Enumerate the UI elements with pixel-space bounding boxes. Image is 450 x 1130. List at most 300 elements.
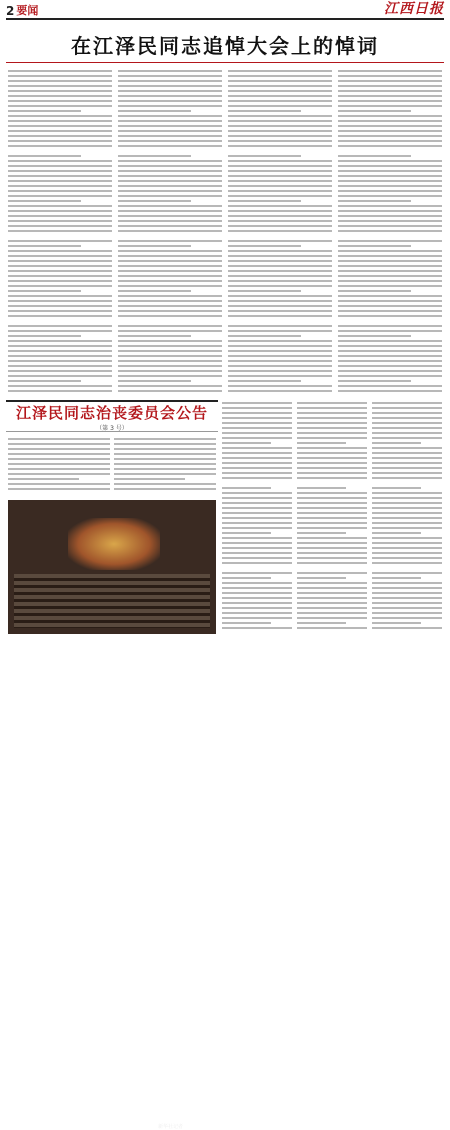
text-line-placeholder: [8, 478, 79, 480]
text-line-placeholder: [222, 607, 292, 609]
text-line-placeholder: [372, 507, 442, 509]
text-line-placeholder: [338, 85, 442, 87]
text-line-placeholder: [338, 170, 442, 172]
text-line-placeholder: [338, 375, 442, 377]
text-line-placeholder: [372, 482, 442, 484]
text-line-placeholder: [372, 522, 442, 524]
text-line-placeholder: [372, 487, 421, 489]
text-line-placeholder: [222, 422, 292, 424]
text-line-placeholder: [8, 270, 112, 272]
text-line-placeholder: [8, 205, 112, 207]
text-line-placeholder: [228, 325, 332, 327]
text-line-placeholder: [8, 200, 81, 202]
text-line-placeholder: [297, 402, 367, 404]
text-line-placeholder: [222, 502, 292, 504]
text-column: [114, 436, 216, 494]
text-line-placeholder: [8, 473, 110, 475]
main-headline: [6, 27, 444, 63]
text-line-placeholder: [297, 567, 367, 569]
text-line-placeholder: [222, 602, 292, 604]
text-line-placeholder: [372, 462, 442, 464]
text-line-placeholder: [228, 340, 332, 342]
text-line-placeholder: [372, 477, 442, 479]
text-line-placeholder: [8, 330, 112, 332]
text-line-placeholder: [222, 577, 271, 579]
text-line-placeholder: [8, 120, 112, 122]
text-line-placeholder: [228, 215, 332, 217]
text-line-placeholder: [222, 437, 292, 439]
text-line-placeholder: [372, 457, 442, 459]
text-column: [222, 400, 292, 634]
text-line-placeholder: [228, 145, 332, 147]
text-line-placeholder: [338, 225, 442, 227]
text-line-placeholder: [372, 612, 442, 614]
text-line-placeholder: [228, 135, 332, 137]
text-line-placeholder: [338, 305, 442, 307]
text-line-placeholder: [338, 340, 442, 342]
text-line-placeholder: [338, 95, 442, 97]
text-line-placeholder: [118, 105, 222, 107]
text-line-placeholder: [228, 140, 332, 142]
text-line-placeholder: [228, 275, 332, 277]
text-line-placeholder: [228, 360, 332, 362]
text-line-placeholder: [372, 492, 442, 494]
text-line-placeholder: [118, 80, 222, 82]
text-line-placeholder: [297, 437, 367, 439]
text-column: [118, 68, 222, 396]
text-line-placeholder: [372, 622, 421, 624]
text-line-placeholder: [8, 370, 112, 372]
text-line-placeholder: [297, 472, 367, 474]
text-line-placeholder: [222, 402, 292, 404]
text-line-placeholder: [297, 577, 346, 579]
text-line-placeholder: [338, 310, 442, 312]
text-line-placeholder: [228, 220, 332, 222]
text-line-placeholder: [372, 472, 442, 474]
text-line-placeholder: [118, 345, 222, 347]
text-line-placeholder: [8, 225, 112, 227]
text-line-placeholder: [228, 80, 332, 82]
text-line-placeholder: [8, 185, 112, 187]
text-line-placeholder: [222, 482, 292, 484]
text-line-placeholder: [8, 110, 81, 112]
text-line-placeholder: [228, 85, 332, 87]
text-line-placeholder: [372, 527, 442, 529]
text-line-placeholder: [372, 567, 442, 569]
text-line-placeholder: [297, 622, 346, 624]
text-line-placeholder: [338, 315, 442, 317]
text-line-placeholder: [8, 380, 81, 382]
text-line-placeholder: [222, 552, 292, 554]
text-line-placeholder: [8, 390, 112, 392]
text-line-placeholder: [8, 280, 112, 282]
text-line-placeholder: [372, 587, 442, 589]
text-line-placeholder: [338, 100, 442, 102]
text-line-placeholder: [118, 315, 222, 317]
text-line-placeholder: [372, 597, 442, 599]
text-line-placeholder: [118, 170, 222, 172]
text-line-placeholder: [8, 130, 112, 132]
text-line-placeholder: [338, 210, 442, 212]
text-line-placeholder: [228, 160, 332, 162]
text-line-placeholder: [8, 300, 112, 302]
text-line-placeholder: [118, 230, 222, 232]
text-line-placeholder: [338, 355, 442, 357]
text-line-placeholder: [8, 145, 112, 147]
text-line-placeholder: [228, 200, 301, 202]
text-line-placeholder: [297, 477, 367, 479]
text-line-placeholder: [228, 235, 332, 237]
text-line-placeholder: [338, 220, 442, 222]
text-line-placeholder: [228, 310, 332, 312]
text-line-placeholder: [118, 100, 222, 102]
text-line-placeholder: [338, 320, 442, 322]
text-line-placeholder: [8, 260, 112, 262]
text-line-placeholder: [228, 270, 332, 272]
text-line-placeholder: [338, 185, 442, 187]
text-line-placeholder: [297, 607, 367, 609]
text-line-placeholder: [222, 532, 271, 534]
text-line-placeholder: [118, 195, 222, 197]
text-line-placeholder: [338, 80, 442, 82]
text-line-placeholder: [8, 215, 112, 217]
text-line-placeholder: [338, 200, 411, 202]
text-line-placeholder: [338, 135, 442, 137]
text-line-placeholder: [222, 522, 292, 524]
text-line-placeholder: [8, 100, 112, 102]
text-line-placeholder: [228, 165, 332, 167]
text-line-placeholder: [372, 447, 442, 449]
text-line-placeholder: [228, 245, 301, 247]
text-line-placeholder: [372, 547, 442, 549]
text-line-placeholder: [338, 75, 442, 77]
text-line-placeholder: [228, 105, 332, 107]
text-line-placeholder: [338, 165, 442, 167]
text-line-placeholder: [228, 100, 332, 102]
text-line-placeholder: [338, 345, 442, 347]
text-line-placeholder: [8, 115, 112, 117]
text-line-placeholder: [222, 412, 292, 414]
text-line-placeholder: [228, 315, 332, 317]
text-line-placeholder: [118, 115, 222, 117]
text-line-placeholder: [8, 250, 112, 252]
text-line-placeholder: [338, 115, 442, 117]
text-line-placeholder: [372, 562, 442, 564]
text-line-placeholder: [297, 617, 367, 619]
text-line-placeholder: [372, 502, 442, 504]
text-line-placeholder: [372, 467, 442, 469]
text-line-placeholder: [297, 582, 367, 584]
text-line-placeholder: [228, 125, 332, 127]
text-line-placeholder: [8, 175, 112, 177]
text-line-placeholder: [118, 220, 222, 222]
text-line-placeholder: [228, 155, 301, 157]
text-line-placeholder: [118, 335, 191, 337]
text-line-placeholder: [118, 330, 222, 332]
text-line-placeholder: [118, 150, 222, 152]
text-line-placeholder: [372, 512, 442, 514]
text-line-placeholder: [297, 507, 367, 509]
photo-audience: [14, 574, 210, 628]
text-line-placeholder: [118, 375, 222, 377]
text-line-placeholder: [8, 235, 112, 237]
text-line-placeholder: [118, 120, 222, 122]
text-line-placeholder: [338, 130, 442, 132]
text-line-placeholder: [372, 517, 442, 519]
text-line-placeholder: [372, 607, 442, 609]
text-line-placeholder: [297, 587, 367, 589]
text-line-placeholder: [222, 527, 292, 529]
text-line-placeholder: [114, 453, 216, 455]
text-line-placeholder: [228, 185, 332, 187]
text-line-placeholder: [222, 487, 271, 489]
text-line-placeholder: [338, 150, 442, 152]
text-line-placeholder: [372, 602, 442, 604]
text-line-placeholder: [338, 380, 411, 382]
text-line-placeholder: [228, 290, 301, 292]
text-line-placeholder: [228, 180, 332, 182]
text-line-placeholder: [8, 230, 112, 232]
text-line-placeholder: [8, 140, 112, 142]
text-line-placeholder: [297, 487, 346, 489]
text-line-placeholder: [8, 255, 112, 257]
text-line-placeholder: [222, 512, 292, 514]
text-line-placeholder: [228, 90, 332, 92]
text-line-placeholder: [228, 175, 332, 177]
text-line-placeholder: [297, 572, 367, 574]
text-line-placeholder: [8, 345, 112, 347]
text-line-placeholder: [8, 70, 112, 72]
text-line-placeholder: [222, 447, 292, 449]
text-line-placeholder: [118, 205, 222, 207]
text-line-placeholder: [338, 295, 442, 297]
text-column: [297, 400, 367, 634]
text-line-placeholder: [338, 145, 442, 147]
text-line-placeholder: [118, 235, 222, 237]
text-line-placeholder: [8, 275, 112, 277]
text-line-placeholder: [8, 453, 110, 455]
text-line-placeholder: [372, 427, 442, 429]
text-line-placeholder: [118, 215, 222, 217]
text-line-placeholder: [297, 502, 367, 504]
text-line-placeholder: [8, 463, 110, 465]
text-column: [8, 436, 110, 494]
text-line-placeholder: [372, 497, 442, 499]
text-line-placeholder: [372, 442, 421, 444]
text-line-placeholder: [372, 552, 442, 554]
text-line-placeholder: [228, 120, 332, 122]
text-line-placeholder: [222, 507, 292, 509]
text-line-placeholder: [114, 463, 216, 465]
text-line-placeholder: [118, 165, 222, 167]
text-line-placeholder: [297, 592, 367, 594]
text-line-placeholder: [118, 185, 222, 187]
text-line-placeholder: [222, 612, 292, 614]
text-line-placeholder: [118, 155, 191, 157]
text-line-placeholder: [297, 612, 367, 614]
text-line-placeholder: [228, 355, 332, 357]
text-line-placeholder: [114, 443, 216, 445]
text-line-placeholder: [228, 95, 332, 97]
text-line-placeholder: [118, 290, 191, 292]
text-line-placeholder: [222, 592, 292, 594]
text-line-placeholder: [118, 85, 222, 87]
text-line-placeholder: [8, 355, 112, 357]
text-line-placeholder: [372, 402, 442, 404]
text-line-placeholder: [297, 537, 367, 539]
text-line-placeholder: [8, 265, 112, 267]
text-line-placeholder: [118, 340, 222, 342]
text-line-placeholder: [222, 452, 292, 454]
text-line-placeholder: [338, 180, 442, 182]
text-line-placeholder: [118, 270, 222, 272]
text-line-placeholder: [228, 375, 332, 377]
text-line-placeholder: [297, 497, 367, 499]
text-line-placeholder: [114, 488, 216, 490]
text-line-placeholder: [338, 330, 442, 332]
text-line-placeholder: [8, 468, 110, 470]
paper-name: 江西日报: [384, 1, 444, 17]
text-line-placeholder: [114, 483, 216, 485]
text-line-placeholder: [297, 422, 367, 424]
text-line-placeholder: [338, 325, 442, 327]
text-line-placeholder: [8, 160, 112, 162]
text-line-placeholder: [228, 330, 332, 332]
text-line-placeholder: [8, 155, 81, 157]
text-line-placeholder: [222, 627, 292, 629]
text-line-placeholder: [372, 532, 421, 534]
text-line-placeholder: [8, 240, 112, 242]
text-line-placeholder: [228, 225, 332, 227]
text-line-placeholder: [8, 150, 112, 152]
text-line-placeholder: [228, 190, 332, 192]
text-line-placeholder: [228, 195, 332, 197]
text-line-placeholder: [8, 295, 112, 297]
text-line-placeholder: [222, 567, 292, 569]
text-line-placeholder: [118, 305, 222, 307]
text-line-placeholder: [338, 370, 442, 372]
text-line-placeholder: [338, 205, 442, 207]
text-line-placeholder: [297, 417, 367, 419]
text-line-placeholder: [222, 457, 292, 459]
text-line-placeholder: [338, 105, 442, 107]
text-column: [228, 68, 332, 396]
text-line-placeholder: [118, 110, 191, 112]
text-line-placeholder: [372, 417, 442, 419]
text-line-placeholder: [118, 360, 222, 362]
text-line-placeholder: [8, 75, 112, 77]
text-line-placeholder: [338, 270, 442, 272]
text-line-placeholder: [228, 75, 332, 77]
text-line-placeholder: [338, 70, 442, 72]
photo-credit: 新华社记者: [158, 1124, 184, 1130]
text-line-placeholder: [8, 220, 112, 222]
text-line-placeholder: [118, 250, 222, 252]
text-line-placeholder: [338, 160, 442, 162]
text-line-placeholder: [118, 365, 222, 367]
text-line-placeholder: [222, 417, 292, 419]
text-line-placeholder: [8, 483, 110, 485]
text-line-placeholder: [118, 265, 222, 267]
text-line-placeholder: [372, 407, 442, 409]
text-line-placeholder: [297, 457, 367, 459]
text-line-placeholder: [8, 335, 81, 337]
announcement-headline: [6, 400, 218, 432]
text-line-placeholder: [297, 467, 367, 469]
text-line-placeholder: [297, 517, 367, 519]
text-line-placeholder: [297, 602, 367, 604]
text-line-placeholder: [228, 295, 332, 297]
text-line-placeholder: [228, 285, 332, 287]
text-line-placeholder: [118, 225, 222, 227]
text-line-placeholder: [338, 195, 442, 197]
text-line-placeholder: [118, 200, 191, 202]
text-line-placeholder: [118, 320, 222, 322]
text-line-placeholder: [222, 407, 292, 409]
text-line-placeholder: [118, 255, 222, 257]
text-line-placeholder: [8, 360, 112, 362]
text-line-placeholder: [8, 448, 110, 450]
text-line-placeholder: [8, 195, 112, 197]
text-line-placeholder: [222, 432, 292, 434]
text-line-placeholder: [228, 250, 332, 252]
text-line-placeholder: [338, 300, 442, 302]
text-line-placeholder: [8, 443, 110, 445]
text-line-placeholder: [118, 275, 222, 277]
text-line-placeholder: [118, 350, 222, 352]
text-line-placeholder: [118, 310, 222, 312]
text-line-placeholder: [118, 75, 222, 77]
text-line-placeholder: [114, 473, 216, 475]
text-line-placeholder: [118, 245, 191, 247]
text-line-placeholder: [228, 390, 332, 392]
text-line-placeholder: [372, 627, 442, 629]
text-line-placeholder: [222, 442, 271, 444]
text-line-placeholder: [8, 180, 112, 182]
text-line-placeholder: [8, 290, 81, 292]
announcement-title: 江泽民同志治丧委员会公告: [15, 403, 208, 422]
text-line-placeholder: [372, 432, 442, 434]
text-line-placeholder: [372, 572, 442, 574]
text-line-placeholder: [297, 407, 367, 409]
text-line-placeholder: [297, 557, 367, 559]
text-line-placeholder: [338, 230, 442, 232]
text-line-placeholder: [8, 125, 112, 127]
text-line-placeholder: [228, 305, 332, 307]
text-line-placeholder: [338, 175, 442, 177]
text-line-placeholder: [338, 235, 442, 237]
text-line-placeholder: [114, 448, 216, 450]
text-line-placeholder: [228, 370, 332, 372]
text-line-placeholder: [297, 482, 367, 484]
text-line-placeholder: [8, 365, 112, 367]
text-line-placeholder: [8, 90, 112, 92]
text-line-placeholder: [228, 205, 332, 207]
text-line-placeholder: [338, 275, 442, 277]
text-line-placeholder: [228, 210, 332, 212]
text-line-placeholder: [118, 390, 222, 392]
text-line-placeholder: [222, 547, 292, 549]
text-line-placeholder: [118, 190, 222, 192]
text-line-placeholder: [297, 432, 367, 434]
text-line-placeholder: [338, 140, 442, 142]
text-line-placeholder: [8, 385, 112, 387]
text-line-placeholder: [372, 617, 442, 619]
text-line-placeholder: [8, 285, 112, 287]
text-line-placeholder: [297, 542, 367, 544]
text-line-placeholder: [114, 458, 216, 460]
news-photo: [8, 500, 216, 1130]
